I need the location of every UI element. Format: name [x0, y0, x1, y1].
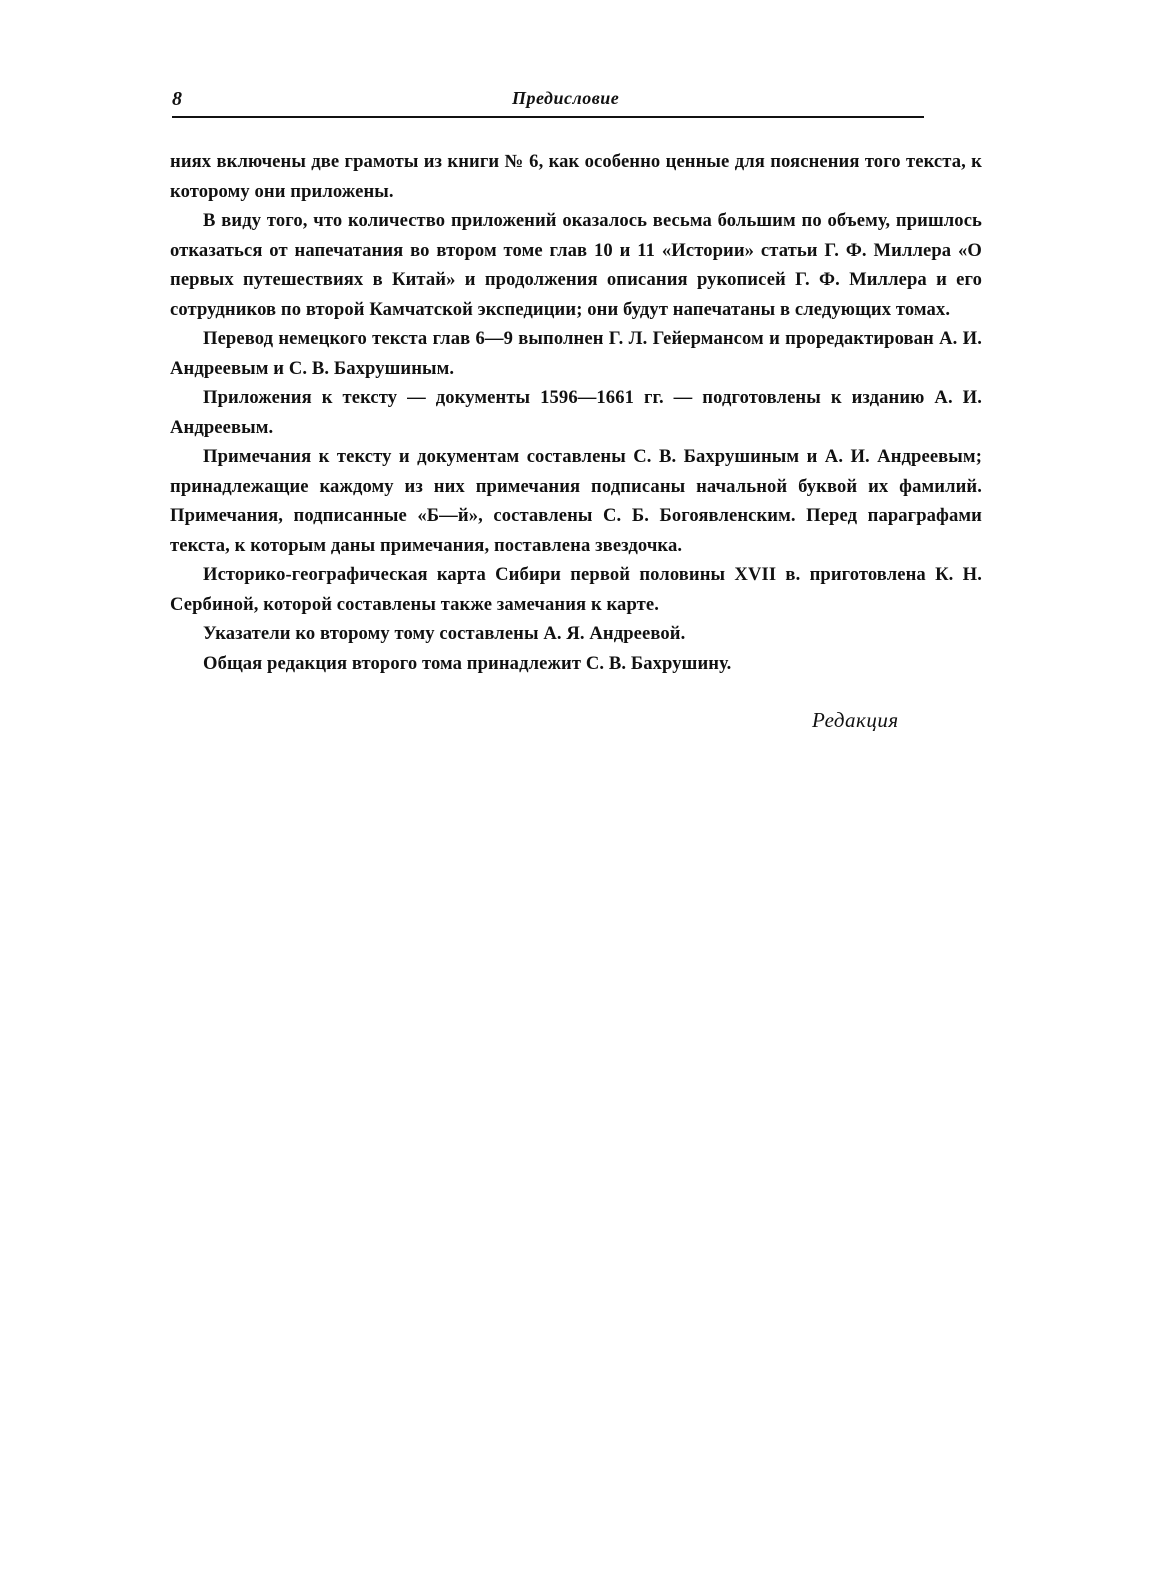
paragraph: ниях включены две грамоты из книги № 6, как особенно ценные для пояснения того текста, к которому они приложены. [170, 151, 982, 202]
page-header [172, 86, 924, 120]
paragraph: В виду того, что количество приложений оказалось весьма большим по объему, пришлось отказаться от напечатания во втором томе глав 10 и 11 «Истории» статьи Г. Ф. Миллера «О первых путешествиях в Китай» и продолжения описания рукописей Г. Ф. Миллера и его сотрудников по второй Камчатской экспедиции; они будут напечатаны в следующих томах. [170, 210, 982, 320]
body-text [170, 147, 982, 678]
paragraph: Общая редакция второго тома принадлежит С. В. Бахрушину. [203, 652, 732, 674]
paragraph: Перевод немецкого текста глав 6—9 выполнен Г. Л. Гейермансом и проредактирован А. И. Андреевым и С. В. Бахрушиным. [170, 328, 982, 379]
page-number: 8 [172, 88, 182, 110]
header-rule [172, 116, 924, 118]
paragraph: Примечания к тексту и документам составлены С. В. Бахрушиным и А. И. Андреевым; принадлежащие каждому из них примечания подписаны начальной буквой их фамилий. Примечания, подписанные «Б—й», составлены С. Б. Богоявленским. Перед параграфами текста, к которым даны примечания, поставлена звездочка. [170, 446, 982, 556]
paragraph: Историко-географическая карта Сибири первой половины XVII в. приготовлена К. Н. Сербиной, которой составлены также замечания к карте. [170, 564, 982, 615]
paragraph: Указатели ко второму тому составлены А. Я. Андреевой. [203, 623, 686, 644]
running-title: Предисловие [512, 88, 620, 108]
signature: Редакция [812, 708, 899, 732]
paragraph: Приложения к тексту — документы 1596—1661 гг. — подготовлены к изданию А. И. Андреевым. [170, 387, 982, 438]
